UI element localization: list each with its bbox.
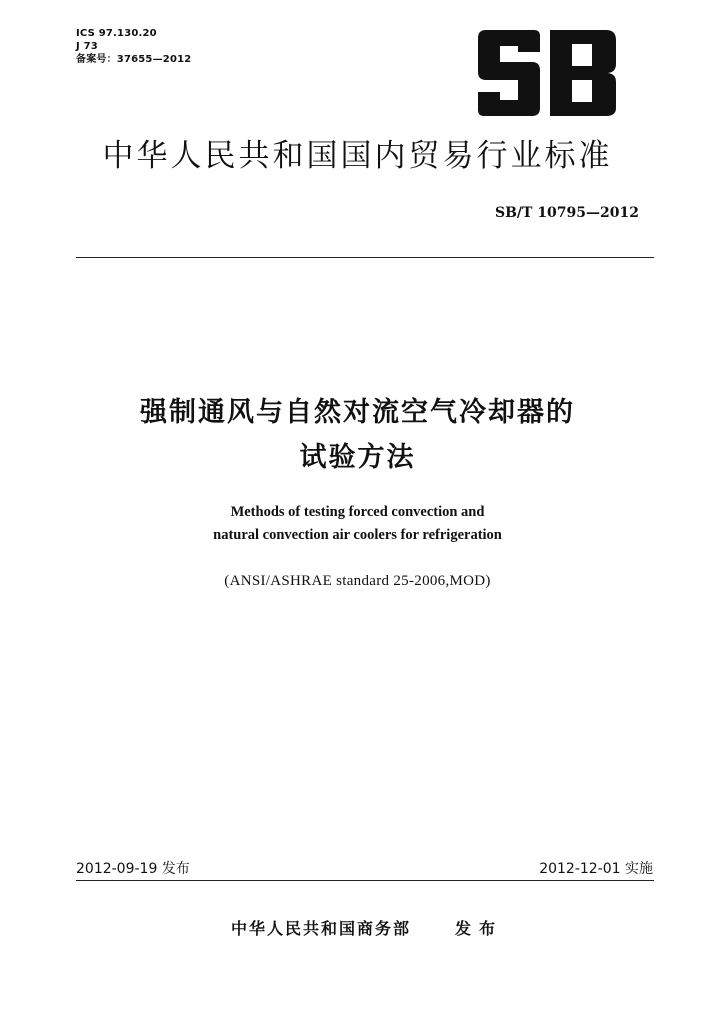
classification-codes [76,27,191,66]
bottom-divider [76,880,654,881]
title-en-line1: Methods of testing forced convection and [230,504,485,520]
title-cn-line2: 试验方法 [299,442,416,473]
filing-number: 备案号：37655—2012 [76,54,192,65]
standard-number: SB/T 10795—2012 [494,205,639,221]
issue-date: 2012-09-19 发布 [76,861,190,877]
implementation-date: 2012-12-01 实施 [539,861,653,877]
ics-code: ICS 97.130.20 [76,28,157,39]
issuer-title: 中华人民共和国国内贸易行业标准 [102,138,613,174]
document-title-en [0,501,715,547]
publish-label: 发布 [455,919,504,938]
sb-logo [472,28,620,118]
top-divider [76,257,654,258]
publisher-name: 中华人民共和国商务部 [231,919,412,938]
title-cn-line1: 强制通风与自然对流空气冷却器的 [140,397,575,428]
document-title-cn [0,390,715,480]
ccs-code: J 73 [76,41,98,52]
adoption-note: (ANSI/ASHRAE standard 25-2006,MOD) [224,573,491,589]
title-en-line2: natural convection air coolers for refrigeration [213,527,502,543]
